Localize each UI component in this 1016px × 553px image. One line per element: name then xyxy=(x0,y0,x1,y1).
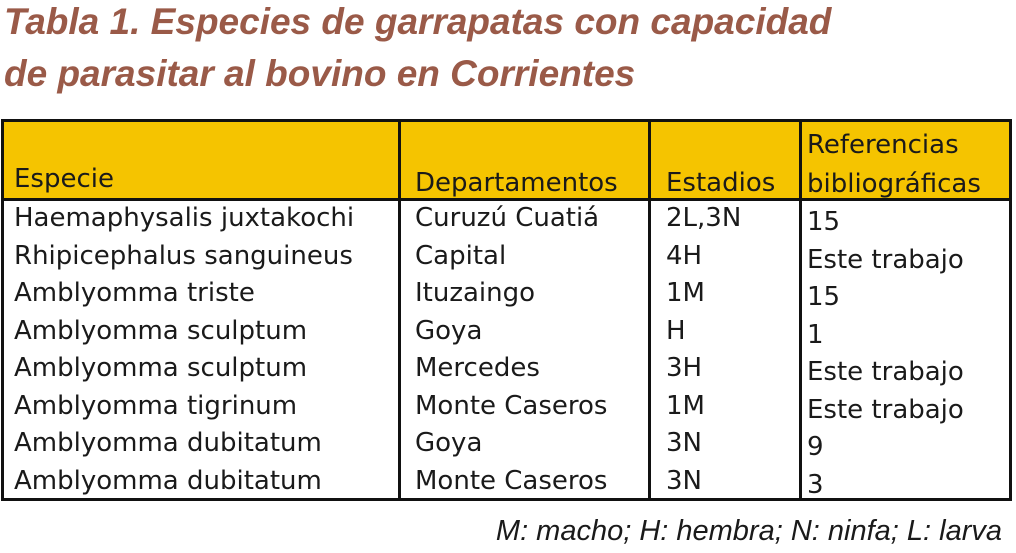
cell-referencia: 15 xyxy=(807,207,841,237)
species-table xyxy=(1,119,1012,501)
cell-departamento: Curuzú Cuatiá xyxy=(415,203,600,233)
table-row xyxy=(4,426,1009,464)
header-departamentos: Departamentos xyxy=(415,168,618,198)
cell-estadios: 3H xyxy=(666,353,703,383)
cell-especie: Amblyomma dubitatum xyxy=(14,465,322,496)
table-row xyxy=(4,351,1009,389)
cell-referencia: 9 xyxy=(807,432,824,462)
table-row xyxy=(4,464,1009,502)
header-especie: Especie xyxy=(14,164,114,194)
cell-referencia: Este trabajo xyxy=(807,394,964,425)
cell-departamento: Goya xyxy=(415,315,483,346)
table-row xyxy=(4,314,1009,352)
cell-especie: Amblyomma tigrinum xyxy=(14,390,298,421)
table-title-line-1: Tabla 1. Especies de garrapatas con capacidad xyxy=(4,1,832,42)
cell-estadios: 3N xyxy=(666,428,702,458)
cell-estadios: 1M xyxy=(666,278,705,308)
cell-departamento: Mercedes xyxy=(415,353,540,383)
table-row xyxy=(4,389,1009,427)
table-row xyxy=(4,239,1009,277)
header-referencias-line-1: Referencias xyxy=(807,130,959,160)
cell-especie: Rhipicephalus sanguineus xyxy=(14,240,353,271)
cell-estadios: H xyxy=(666,315,686,346)
cell-departamento: Goya xyxy=(415,428,483,458)
table-row xyxy=(4,201,1009,239)
header-referencias-line-2: bibliográficas xyxy=(807,169,981,199)
cell-estadios: 4H xyxy=(666,240,703,271)
cell-estadios: 2L,3N xyxy=(666,203,742,233)
cell-referencia: Este trabajo xyxy=(807,357,964,387)
cell-especie: Amblyomma sculptum xyxy=(14,315,308,346)
cell-referencia: Este trabajo xyxy=(807,244,964,275)
header-estadios: Estadios xyxy=(666,168,776,198)
cell-referencia: 1 xyxy=(807,319,824,350)
cell-departamento: Monte Caseros xyxy=(415,390,608,421)
cell-referencia: 15 xyxy=(807,282,841,312)
cell-estadios: 3N xyxy=(666,465,702,496)
cell-referencia: 3 xyxy=(807,469,824,500)
table-footnote: M: macho; H: hembra; N: ninfa; L: larva xyxy=(495,515,1002,547)
cell-departamento: Ituzaingo xyxy=(415,278,536,308)
cell-especie: Amblyomma triste xyxy=(14,278,255,308)
cell-especie: Amblyomma sculptum xyxy=(14,353,308,383)
cell-departamento: Capital xyxy=(415,240,507,271)
cell-especie: Amblyomma dubitatum xyxy=(14,428,322,458)
header-referencias xyxy=(807,126,1007,204)
table-title-line-2: de parasitar al bovino en Corrientes xyxy=(4,53,636,94)
table-header xyxy=(4,122,1009,201)
cell-especie: Haemaphysalis juxtakochi xyxy=(14,203,355,233)
cell-estadios: 1M xyxy=(666,390,705,421)
table-row xyxy=(4,276,1009,314)
cell-departamento: Monte Caseros xyxy=(415,465,608,496)
